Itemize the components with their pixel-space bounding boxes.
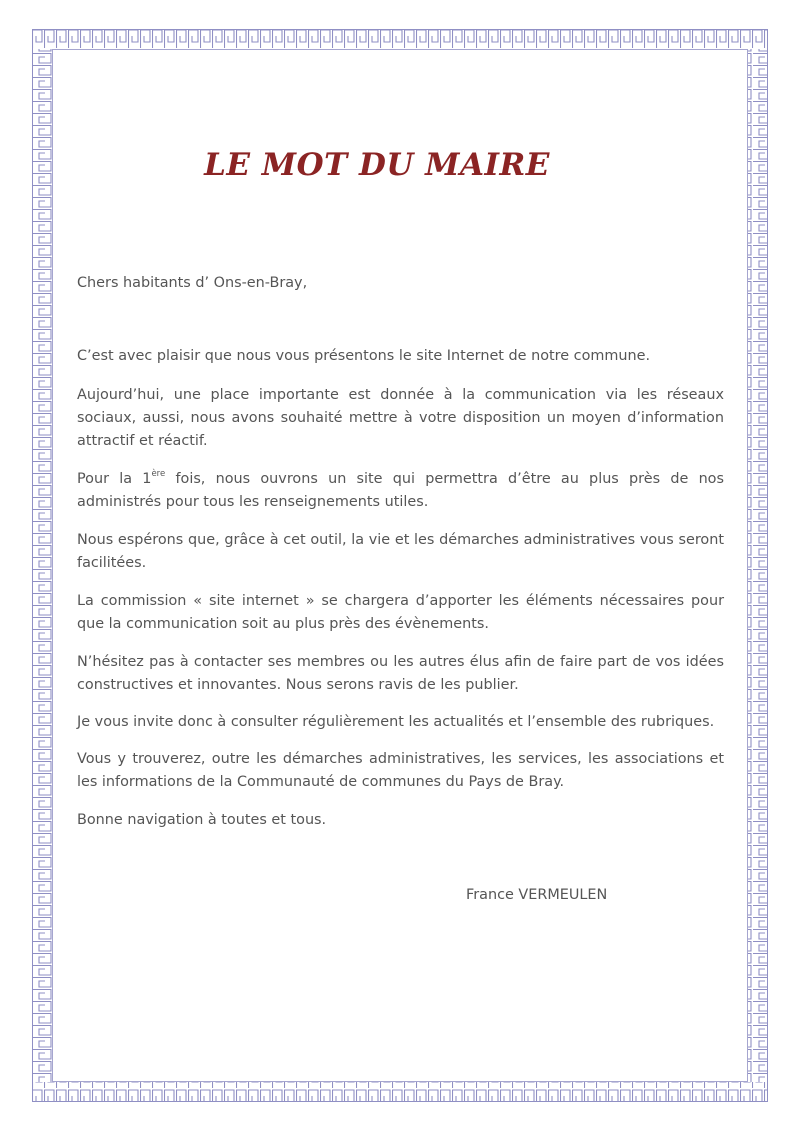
paragraph-intro: C’est avec plaisir que nous vous présentons le site Internet de notre commune.: [77, 348, 651, 364]
paragraph-invitation: Je vous invite donc à consulter régulièrement les actualités et l’ensemble des rubriques.: [77, 714, 715, 730]
ordinal-superscript: ère: [151, 469, 166, 480]
paragraph-first-site-end: fois, nous ouvrons un site qui permettra d’être au plus près de nos administrés pour tous les renseignements utiles.: [77, 471, 724, 510]
paragraph-first-site: [77, 468, 724, 514]
paragraph-closing: Bonne navigation à toutes et tous.: [77, 812, 327, 828]
page-title-text: LE MOT DU MAIRE: [204, 147, 550, 183]
paragraph-services: Vous y trouverez, outre les démarches administratives, les services, les associations et les informations de la Communauté de communes du Pays de Bray.: [77, 751, 724, 790]
greeting: Chers habitants d’ Ons-en-Bray,: [77, 275, 308, 291]
paragraph-tool: Nous espérons que, grâce à cet outil, la vie et les démarches administratives vous seront facilitées.: [77, 532, 724, 571]
page-title: [0, 147, 760, 183]
paragraph-commission: La commission « site internet » se chargera d’apporter les éléments nécessaires pour que la communication soit au plus près des évènements.: [77, 593, 724, 632]
paragraph-communication: Aujourd’hui, une place importante est donnée à la communication via les réseaux sociaux, aussi, nous avons souhaité mettre à votre disposition un moyen d’information attractif et réactif.: [77, 387, 724, 449]
paragraph-first-site-start: Pour la 1: [77, 471, 152, 487]
signature: France VERMEULEN: [466, 887, 608, 903]
paragraph-contact: N’hésitez pas à contacter ses membres ou les autres élus afin de faire part de vos idées constructives et innovantes. Nous serons ravis de les publier.: [77, 654, 724, 693]
